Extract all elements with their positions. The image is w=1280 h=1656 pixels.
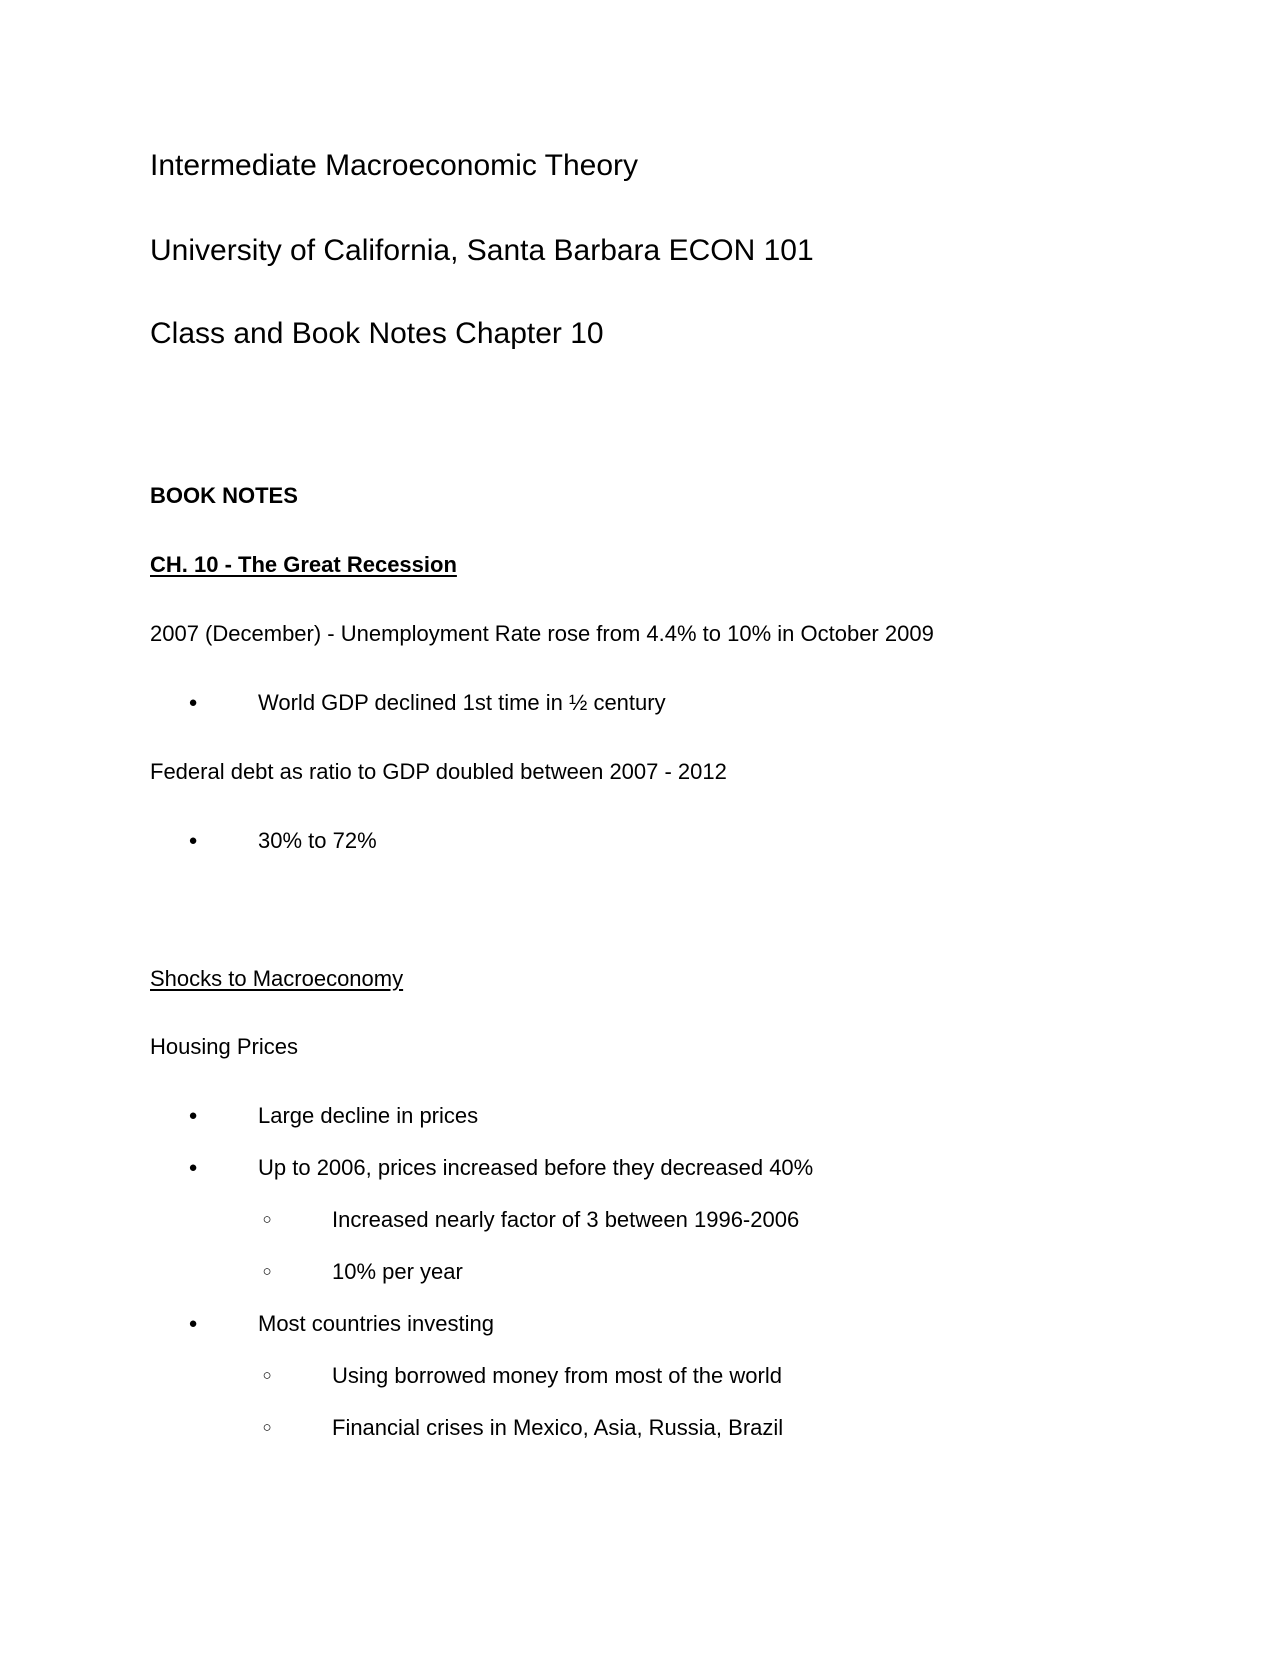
sub-list-item — [258, 1207, 800, 1233]
list-item — [184, 1155, 814, 1181]
subsection-heading: Housing Prices — [150, 1034, 298, 1059]
unemployment-paragraph: 2007 (December) - Unemployment Rate rose from 4.4% to 10% in October 2009 — [150, 621, 934, 646]
federal-debt-paragraph: Federal debt as ratio to GDP doubled between 2007 - 2012 — [150, 759, 727, 784]
section-heading: Shocks to Macroeconomy — [150, 966, 404, 991]
list-item-text: Most countries investing — [258, 1311, 494, 1336]
sub-list-item-text: 10% per year — [332, 1259, 463, 1284]
list-item — [184, 1311, 494, 1337]
list-item — [184, 1103, 479, 1129]
sub-list-item — [258, 1363, 782, 1389]
list-item-text: 30% to 72% — [258, 828, 377, 853]
bullet-icon: ● — [188, 832, 198, 849]
sub-list-item — [258, 1259, 463, 1285]
list-item — [184, 828, 377, 854]
bullet-icon: ● — [188, 1159, 198, 1176]
sub-list-item-text: Financial crises in Mexico, Asia, Russia, Brazil — [332, 1415, 784, 1440]
list-item-text: Large decline in prices — [258, 1103, 479, 1128]
chapter-heading: CH. 10 - The Great Recession — [150, 552, 457, 577]
sub-list-item-text: Using borrowed money from most of the world — [332, 1363, 782, 1388]
bullet-icon: ● — [188, 1315, 198, 1332]
bullet-icon: ● — [188, 694, 198, 711]
sub-bullet-icon: ○ — [262, 1367, 272, 1384]
list-item-text: Up to 2006, prices increased before they decreased 40% — [258, 1155, 814, 1180]
course-title: University of California, Santa Barbara ECON 101 — [150, 234, 814, 267]
sub-list-item-text: Increased nearly factor of 3 between 1996-2006 — [332, 1207, 800, 1232]
sub-bullet-icon: ○ — [262, 1263, 272, 1280]
document-title: Intermediate Macroeconomic Theory — [150, 149, 638, 182]
sub-bullet-icon: ○ — [262, 1419, 272, 1436]
bullet-icon: ● — [188, 1107, 198, 1124]
list-item — [184, 690, 666, 716]
book-notes-heading: BOOK NOTES — [150, 483, 298, 508]
sub-list-item — [258, 1415, 784, 1441]
list-item-text: World GDP declined 1st time in ½ century — [258, 690, 666, 715]
sub-bullet-icon: ○ — [262, 1211, 272, 1228]
notes-title: Class and Book Notes Chapter 10 — [150, 317, 604, 350]
